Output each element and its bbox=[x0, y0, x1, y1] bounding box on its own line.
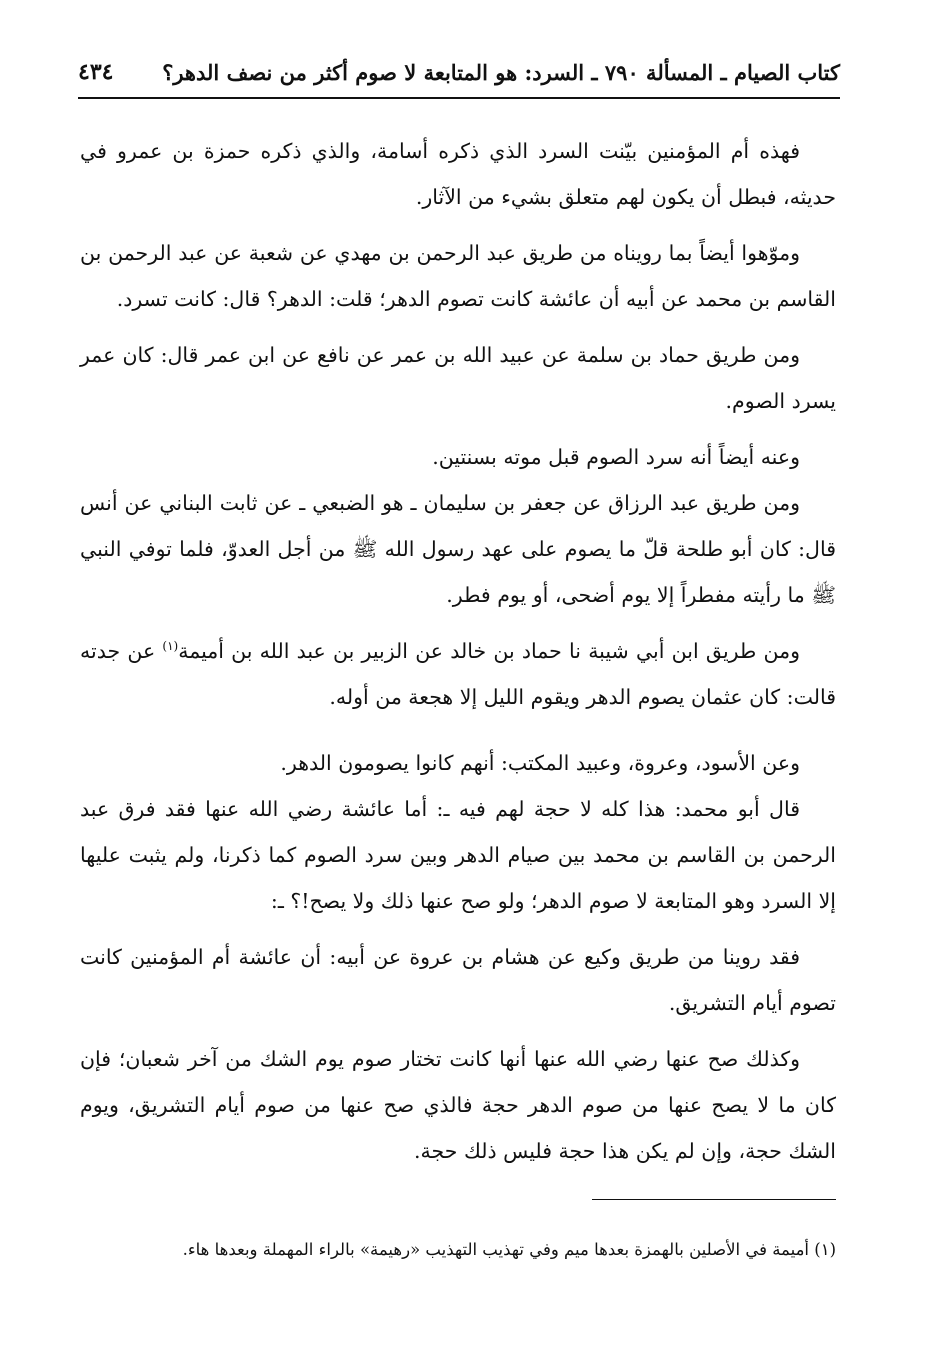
paragraph: وعن الأسود، وعروة، وعبيد المكتب: أنهم كانوا يصومون الدهر. bbox=[280, 751, 800, 775]
paragraph: ومن طريق حماد بن سلمة عن عبيد الله بن عمر عن نافع عن ابن عمر قال: كان عمر يسرد الصوم. bbox=[80, 343, 836, 413]
paragraph: فقد روينا من طريق وكيع عن هشام بن عروة عن أبيه: أن عائشة أم المؤمنين كانت تصوم أيام التشريق. bbox=[80, 945, 836, 1015]
paragraph-part: ومن طريق ابن أبي شيبة نا حماد بن خالد عن الزبير بن عبد الله بن أميمة bbox=[178, 639, 800, 663]
paragraph: فهذه أم المؤمنين بيّنت السرد الذي ذكره أسامة، والذي ذكره حمزة بن عمرو في حديثه، فبطل أن يكون لهم متعلق بشيء من الآثار. bbox=[80, 139, 836, 209]
paragraph: وكذلك صح عنها رضي الله عنها أنها كانت تختار صوم يوم الشك من آخر شعبان؛ فإن كان ما لا يصح عنها من صوم الدهر حجة فالذي صح عنها من صوم أيام التشريق، ويوم الشك حجة، وإن لم يكن هذا حجة فليس ذلك حجة. bbox=[80, 1047, 836, 1163]
paragraph-part: عن جدته قالت: كان عثمان يصوم الدهر ويقوم الليل إلا هجعة من أوله. bbox=[80, 639, 836, 709]
paragraph: وعنه أيضاً أنه سرد الصوم قبل موته بسنتين. bbox=[432, 445, 800, 469]
paragraph-with-footnote bbox=[80, 628, 836, 720]
footnote-separator bbox=[592, 1199, 836, 1200]
header-title: كتاب الصيام ـ المسألة ٧٩٠ ـ السرد: هو المتابعة لا صوم أكثر من نصف الدهر؟ bbox=[162, 59, 840, 85]
page-number: ٤٣٤ bbox=[78, 59, 114, 85]
main-text bbox=[80, 128, 836, 1174]
paragraph: ومن طريق عبد الرزاق عن جعفر بن سليمان ـ هو الضبعي ـ عن ثابت البناني عن أنس قال: كان أبو طلحة قلّ ما يصوم على عهد رسول الله ﷺ من أجل العدوّ، فلما توفي النبي ﷺ ما رأيته مفطراً إلا يوم أضحى، أو يوم فطر. bbox=[80, 491, 836, 607]
paragraph: قال أبو محمد: هذا كله لا حجة لهم فيه ـ: أما عائشة رضي الله عنها فقد فرق عبد الرحمن بن القاسم بن محمد بين صيام الدهر وبين سرد الصوم كما ذكرنا، ولم يثبت عليها إلا السرد وهو المتابعة لا صوم الدهر؛ ولو صح عنها ذلك ولا يصح!؟ ـ: bbox=[80, 797, 836, 913]
header-rule bbox=[78, 97, 840, 99]
footnote: (١) أميمة في الأصلين بالهمزة بعدها ميم وفي تهذيب التهذيب «رهيمة» بالراء المهملة وبعدها هاء. bbox=[182, 1240, 836, 1259]
paragraph: وموّهوا أيضاً بما رويناه من طريق عبد الرحمن بن مهدي عن شعبة عن عبد الرحمن بن القاسم بن محمد عن أبيه أن عائشة كانت تصوم الدهر؛ قلت: الدهر؟ قال: كانت تسرد. bbox=[80, 241, 836, 311]
running-header bbox=[78, 52, 840, 92]
footnote-marker: (١) bbox=[162, 639, 179, 654]
